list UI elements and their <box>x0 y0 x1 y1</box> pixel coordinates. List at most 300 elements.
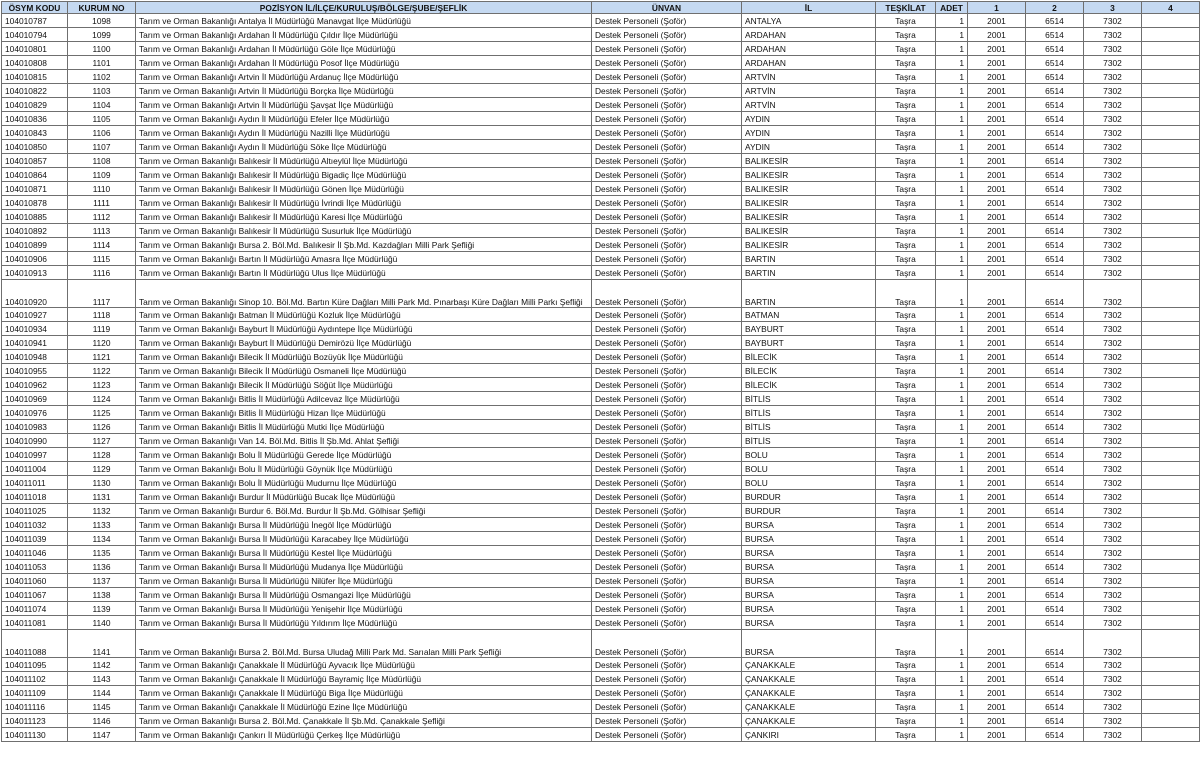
cell-adet: 1 <box>936 588 968 602</box>
cell-col-1: 2001 <box>968 168 1026 182</box>
cell-col-2: 6514 <box>1026 126 1084 140</box>
cell-col-2: 6514 <box>1026 28 1084 42</box>
cell-il: ÇANAKKALE <box>742 672 876 686</box>
cell-col-1: 2001 <box>968 84 1026 98</box>
cell-adet: 1 <box>936 378 968 392</box>
cell-teskilat: Taşra <box>876 252 936 266</box>
cell-kurum-no: 1101 <box>68 56 136 70</box>
cell-pozisyon: Tarım ve Orman Bakanlığı Aydın İl Müdürlüğü Efeler İlçe Müdürlüğü <box>136 112 592 126</box>
cell-adet: 1 <box>936 238 968 252</box>
cell-col-1: 2001 <box>968 434 1026 448</box>
cell-col-2: 6514 <box>1026 140 1084 154</box>
cell-il: BALIKESİR <box>742 196 876 210</box>
cell-unvan: Destek Personeli (Şoför) <box>592 28 742 42</box>
position-table <box>1 1 1200 742</box>
cell-il: BALIKESİR <box>742 168 876 182</box>
cell-col-4 <box>1142 70 1200 84</box>
spreadsheet <box>1 1 1200 742</box>
cell-adet: 1 <box>936 616 968 630</box>
cell-col-3: 7302 <box>1084 70 1142 84</box>
cell-il: BİTLİS <box>742 434 876 448</box>
cell-col-2: 6514 <box>1026 378 1084 392</box>
cell-unvan: Destek Personeli (Şoför) <box>592 70 742 84</box>
cell-pozisyon: Tarım ve Orman Bakanlığı Bursa İl Müdürlüğü Karacabey İlçe Müdürlüğü <box>136 532 592 546</box>
cell-col-1: 2001 <box>968 112 1026 126</box>
cell-teskilat: Taşra <box>876 70 936 84</box>
cell-col-4 <box>1142 168 1200 182</box>
cell-pozisyon: Tarım ve Orman Bakanlığı Balıkesir İl Müdürlüğü Susurluk İlçe Müdürlüğü <box>136 224 592 238</box>
cell-col-2: 6514 <box>1026 686 1084 700</box>
cell-kurum-no: 1124 <box>68 392 136 406</box>
cell-col-1: 2001 <box>968 392 1026 406</box>
cell-col-2: 6514 <box>1026 462 1084 476</box>
cell-adet: 1 <box>936 560 968 574</box>
cell-pozisyon: Tarım ve Orman Bakanlığı Burdur 6. Böl.Md. Burdur İl Şb.Md. Gölhisar Şefliği <box>136 504 592 518</box>
cell-col-1: 2001 <box>968 126 1026 140</box>
cell-adet: 1 <box>936 140 968 154</box>
cell-col-4 <box>1142 210 1200 224</box>
cell-pozisyon: Tarım ve Orman Bakanlığı Bitlis İl Müdürlüğü Adilcevaz İlçe Müdürlüğü <box>136 392 592 406</box>
cell-col-2: 6514 <box>1026 420 1084 434</box>
cell-osym-kodu: 104010794 <box>2 28 68 42</box>
cell-col-4 <box>1142 224 1200 238</box>
cell-teskilat: Taşra <box>876 602 936 616</box>
cell-adet: 1 <box>936 252 968 266</box>
cell-teskilat: Taşra <box>876 84 936 98</box>
cell-osym-kodu: 104010829 <box>2 98 68 112</box>
table-row <box>2 448 1200 462</box>
cell-il: BURSA <box>742 574 876 588</box>
cell-osym-kodu: 104011081 <box>2 616 68 630</box>
cell-kurum-no: 1140 <box>68 616 136 630</box>
cell-col-1: 2001 <box>968 308 1026 322</box>
cell-osym-kodu: 104011011 <box>2 476 68 490</box>
cell-col-3: 7302 <box>1084 168 1142 182</box>
cell-col-4 <box>1142 700 1200 714</box>
cell-osym-kodu: 104011032 <box>2 518 68 532</box>
cell-il: BOLU <box>742 448 876 462</box>
cell-col-4 <box>1142 84 1200 98</box>
cell-col-3: 7302 <box>1084 210 1142 224</box>
cell-osym-kodu: 104011123 <box>2 714 68 728</box>
cell-col-1: 2001 <box>968 588 1026 602</box>
cell-col-3: 7302 <box>1084 126 1142 140</box>
cell-adet: 1 <box>936 518 968 532</box>
cell-osym-kodu: 104010808 <box>2 56 68 70</box>
cell-col-3: 7302 <box>1084 504 1142 518</box>
cell-col-2: 6514 <box>1026 98 1084 112</box>
cell-osym-kodu: 104010997 <box>2 448 68 462</box>
cell-osym-kodu: 104011088 <box>2 630 68 658</box>
cell-kurum-no: 1099 <box>68 28 136 42</box>
table-body <box>2 14 1200 742</box>
header-adet: ADET <box>936 2 968 14</box>
cell-adet: 1 <box>936 700 968 714</box>
cell-teskilat: Taşra <box>876 658 936 672</box>
cell-col-2: 6514 <box>1026 728 1084 742</box>
cell-teskilat: Taşra <box>876 448 936 462</box>
cell-adet: 1 <box>936 336 968 350</box>
cell-col-2: 6514 <box>1026 238 1084 252</box>
cell-col-1: 2001 <box>968 56 1026 70</box>
cell-col-3: 7302 <box>1084 630 1142 658</box>
cell-pozisyon: Tarım ve Orman Bakanlığı Bayburt İl Müdürlüğü Demirözü İlçe Müdürlüğü <box>136 336 592 350</box>
cell-col-1: 2001 <box>968 70 1026 84</box>
cell-osym-kodu: 104010864 <box>2 168 68 182</box>
cell-col-2: 6514 <box>1026 252 1084 266</box>
cell-col-1: 2001 <box>968 546 1026 560</box>
cell-osym-kodu: 104010927 <box>2 308 68 322</box>
cell-unvan: Destek Personeli (Şoför) <box>592 630 742 658</box>
cell-teskilat: Taşra <box>876 210 936 224</box>
cell-pozisyon: Tarım ve Orman Bakanlığı Burdur İl Müdürlüğü Bucak İlçe Müdürlüğü <box>136 490 592 504</box>
cell-teskilat: Taşra <box>876 588 936 602</box>
cell-col-3: 7302 <box>1084 322 1142 336</box>
cell-teskilat: Taşra <box>876 462 936 476</box>
cell-col-1: 2001 <box>968 350 1026 364</box>
cell-osym-kodu: 104010843 <box>2 126 68 140</box>
cell-osym-kodu: 104010969 <box>2 392 68 406</box>
cell-adet: 1 <box>936 546 968 560</box>
cell-unvan: Destek Personeli (Şoför) <box>592 420 742 434</box>
cell-osym-kodu: 104011018 <box>2 490 68 504</box>
cell-col-3: 7302 <box>1084 196 1142 210</box>
cell-teskilat: Taşra <box>876 560 936 574</box>
cell-unvan: Destek Personeli (Şoför) <box>592 266 742 280</box>
cell-teskilat: Taşra <box>876 182 936 196</box>
table-row <box>2 182 1200 196</box>
cell-il: ARDAHAN <box>742 42 876 56</box>
cell-kurum-no: 1145 <box>68 700 136 714</box>
cell-col-3: 7302 <box>1084 238 1142 252</box>
cell-col-3: 7302 <box>1084 84 1142 98</box>
cell-unvan: Destek Personeli (Şoför) <box>592 350 742 364</box>
table-row <box>2 700 1200 714</box>
header-kurum-no: KURUM NO <box>68 2 136 14</box>
table-row <box>2 714 1200 728</box>
cell-adet: 1 <box>936 630 968 658</box>
cell-col-3: 7302 <box>1084 420 1142 434</box>
cell-il: BAYBURT <box>742 336 876 350</box>
cell-pozisyon: Tarım ve Orman Bakanlığı Artvin İl Müdürlüğü Ardanuç İlçe Müdürlüğü <box>136 70 592 84</box>
cell-kurum-no: 1122 <box>68 364 136 378</box>
cell-il: BALIKESİR <box>742 182 876 196</box>
cell-il: BURSA <box>742 630 876 658</box>
cell-osym-kodu: 104010871 <box>2 182 68 196</box>
cell-col-3: 7302 <box>1084 364 1142 378</box>
cell-unvan: Destek Personeli (Şoför) <box>592 476 742 490</box>
cell-col-2: 6514 <box>1026 210 1084 224</box>
cell-unvan: Destek Personeli (Şoför) <box>592 280 742 308</box>
table-row <box>2 630 1200 658</box>
cell-col-1: 2001 <box>968 252 1026 266</box>
cell-kurum-no: 1138 <box>68 588 136 602</box>
table-row <box>2 84 1200 98</box>
cell-col-1: 2001 <box>968 616 1026 630</box>
table-row <box>2 140 1200 154</box>
cell-pozisyon: Tarım ve Orman Bakanlığı Ardahan İl Müdürlüğü Çıldır İlçe Müdürlüğü <box>136 28 592 42</box>
cell-col-4 <box>1142 112 1200 126</box>
cell-pozisyon: Tarım ve Orman Bakanlığı Sinop 10. Böl.Md. Bartın Küre Dağları Milli Park Md. Pınarbaşı Küre Dağları Milli Parkı Şefliği <box>136 280 592 308</box>
cell-adet: 1 <box>936 266 968 280</box>
cell-adet: 1 <box>936 504 968 518</box>
cell-kurum-no: 1125 <box>68 406 136 420</box>
cell-il: BALIKESİR <box>742 238 876 252</box>
cell-pozisyon: Tarım ve Orman Bakanlığı Aydın İl Müdürlüğü Nazilli İlçe Müdürlüğü <box>136 126 592 140</box>
cell-il: BALIKESİR <box>742 224 876 238</box>
table-row <box>2 42 1200 56</box>
cell-osym-kodu: 104010976 <box>2 406 68 420</box>
cell-osym-kodu: 104011025 <box>2 504 68 518</box>
cell-unvan: Destek Personeli (Şoför) <box>592 602 742 616</box>
table-row <box>2 546 1200 560</box>
cell-pozisyon: Tarım ve Orman Bakanlığı Bilecik İl Müdürlüğü Osmaneli İlçe Müdürlüğü <box>136 364 592 378</box>
cell-osym-kodu: 104010899 <box>2 238 68 252</box>
cell-col-4 <box>1142 266 1200 280</box>
cell-adet: 1 <box>936 672 968 686</box>
cell-col-2: 6514 <box>1026 182 1084 196</box>
cell-il: AYDIN <box>742 140 876 154</box>
cell-pozisyon: Tarım ve Orman Bakanlığı Balıkesir İl Müdürlüğü İvrindi İlçe Müdürlüğü <box>136 196 592 210</box>
cell-unvan: Destek Personeli (Şoför) <box>592 406 742 420</box>
table-row <box>2 616 1200 630</box>
cell-teskilat: Taşra <box>876 518 936 532</box>
cell-col-1: 2001 <box>968 28 1026 42</box>
cell-col-1: 2001 <box>968 322 1026 336</box>
cell-teskilat: Taşra <box>876 700 936 714</box>
cell-il: ÇANAKKALE <box>742 714 876 728</box>
cell-col-2: 6514 <box>1026 364 1084 378</box>
table-row <box>2 210 1200 224</box>
cell-col-2: 6514 <box>1026 490 1084 504</box>
cell-col-1: 2001 <box>968 574 1026 588</box>
cell-col-1: 2001 <box>968 182 1026 196</box>
cell-col-2: 6514 <box>1026 406 1084 420</box>
cell-col-2: 6514 <box>1026 504 1084 518</box>
cell-col-1: 2001 <box>968 420 1026 434</box>
cell-col-2: 6514 <box>1026 630 1084 658</box>
cell-pozisyon: Tarım ve Orman Bakanlığı Çanakkale İl Müdürlüğü Ayvacık İlçe Müdürlüğü <box>136 658 592 672</box>
cell-kurum-no: 1134 <box>68 532 136 546</box>
cell-il: BALIKESİR <box>742 154 876 168</box>
cell-col-4 <box>1142 140 1200 154</box>
cell-col-3: 7302 <box>1084 448 1142 462</box>
cell-il: ÇANAKKALE <box>742 700 876 714</box>
cell-col-1: 2001 <box>968 658 1026 672</box>
cell-pozisyon: Tarım ve Orman Bakanlığı Bitlis İl Müdürlüğü Mutki İlçe Müdürlüğü <box>136 420 592 434</box>
cell-kurum-no: 1135 <box>68 546 136 560</box>
cell-pozisyon: Tarım ve Orman Bakanlığı Bolu İl Müdürlüğü Göynük İlçe Müdürlüğü <box>136 462 592 476</box>
cell-adet: 1 <box>936 182 968 196</box>
table-row <box>2 112 1200 126</box>
cell-col-1: 2001 <box>968 602 1026 616</box>
cell-pozisyon: Tarım ve Orman Bakanlığı Balıkesir İl Müdürlüğü Altıeylül İlçe Müdürlüğü <box>136 154 592 168</box>
cell-osym-kodu: 104010948 <box>2 350 68 364</box>
cell-adet: 1 <box>936 434 968 448</box>
cell-osym-kodu: 104010920 <box>2 280 68 308</box>
cell-teskilat: Taşra <box>876 42 936 56</box>
cell-osym-kodu: 104010822 <box>2 84 68 98</box>
table-row <box>2 224 1200 238</box>
cell-adet: 1 <box>936 28 968 42</box>
cell-osym-kodu: 104011053 <box>2 560 68 574</box>
cell-kurum-no: 1137 <box>68 574 136 588</box>
table-row <box>2 490 1200 504</box>
cell-col-4 <box>1142 98 1200 112</box>
cell-unvan: Destek Personeli (Şoför) <box>592 672 742 686</box>
cell-col-1: 2001 <box>968 336 1026 350</box>
cell-unvan: Destek Personeli (Şoför) <box>592 560 742 574</box>
cell-osym-kodu: 104011102 <box>2 672 68 686</box>
cell-pozisyon: Tarım ve Orman Bakanlığı Bursa 2. Böl.Md. Balıkesir İl Şb.Md. Kazdağları Milli Park Şefliği <box>136 238 592 252</box>
table-row <box>2 70 1200 84</box>
cell-unvan: Destek Personeli (Şoför) <box>592 140 742 154</box>
cell-teskilat: Taşra <box>876 532 936 546</box>
cell-col-4 <box>1142 532 1200 546</box>
cell-il: BURSA <box>742 546 876 560</box>
cell-col-4 <box>1142 252 1200 266</box>
table-row <box>2 462 1200 476</box>
cell-adet: 1 <box>936 42 968 56</box>
cell-kurum-no: 1108 <box>68 154 136 168</box>
cell-col-1: 2001 <box>968 14 1026 28</box>
cell-osym-kodu: 104011130 <box>2 728 68 742</box>
cell-unvan: Destek Personeli (Şoför) <box>592 728 742 742</box>
cell-col-1: 2001 <box>968 532 1026 546</box>
cell-col-2: 6514 <box>1026 336 1084 350</box>
cell-unvan: Destek Personeli (Şoför) <box>592 574 742 588</box>
cell-teskilat: Taşra <box>876 574 936 588</box>
cell-col-2: 6514 <box>1026 616 1084 630</box>
cell-unvan: Destek Personeli (Şoför) <box>592 56 742 70</box>
cell-unvan: Destek Personeli (Şoför) <box>592 182 742 196</box>
cell-teskilat: Taşra <box>876 322 936 336</box>
cell-col-3: 7302 <box>1084 350 1142 364</box>
cell-col-4 <box>1142 378 1200 392</box>
cell-osym-kodu: 104010955 <box>2 364 68 378</box>
cell-col-3: 7302 <box>1084 14 1142 28</box>
header-col-3: 3 <box>1084 2 1142 14</box>
cell-unvan: Destek Personeli (Şoför) <box>592 434 742 448</box>
cell-osym-kodu: 104011095 <box>2 658 68 672</box>
cell-unvan: Destek Personeli (Şoför) <box>592 224 742 238</box>
cell-kurum-no: 1123 <box>68 378 136 392</box>
cell-il: BİLECİK <box>742 364 876 378</box>
cell-teskilat: Taşra <box>876 238 936 252</box>
cell-teskilat: Taşra <box>876 14 936 28</box>
cell-unvan: Destek Personeli (Şoför) <box>592 322 742 336</box>
cell-il: BAYBURT <box>742 322 876 336</box>
cell-col-4 <box>1142 448 1200 462</box>
cell-teskilat: Taşra <box>876 196 936 210</box>
cell-col-4 <box>1142 420 1200 434</box>
cell-il: BİTLİS <box>742 392 876 406</box>
cell-kurum-no: 1118 <box>68 308 136 322</box>
cell-adet: 1 <box>936 392 968 406</box>
cell-pozisyon: Tarım ve Orman Bakanlığı Bursa İl Müdürlüğü Yıldırım İlçe Müdürlüğü <box>136 616 592 630</box>
cell-adet: 1 <box>936 322 968 336</box>
cell-unvan: Destek Personeli (Şoför) <box>592 448 742 462</box>
cell-col-2: 6514 <box>1026 112 1084 126</box>
cell-pozisyon: Tarım ve Orman Bakanlığı Van 14. Böl.Md. Bitlis İl Şb.Md. Ahlat Şefliği <box>136 434 592 448</box>
cell-pozisyon: Tarım ve Orman Bakanlığı Bursa İl Müdürlüğü Yenişehir İlçe Müdürlüğü <box>136 602 592 616</box>
cell-unvan: Destek Personeli (Şoför) <box>592 42 742 56</box>
cell-adet: 1 <box>936 154 968 168</box>
cell-kurum-no: 1114 <box>68 238 136 252</box>
cell-il: ARTVİN <box>742 84 876 98</box>
cell-col-3: 7302 <box>1084 56 1142 70</box>
cell-il: ÇANKIRI <box>742 728 876 742</box>
cell-teskilat: Taşra <box>876 336 936 350</box>
cell-col-4 <box>1142 546 1200 560</box>
cell-col-3: 7302 <box>1084 728 1142 742</box>
cell-kurum-no: 1107 <box>68 140 136 154</box>
cell-adet: 1 <box>936 308 968 322</box>
cell-adet: 1 <box>936 462 968 476</box>
cell-unvan: Destek Personeli (Şoför) <box>592 714 742 728</box>
cell-pozisyon: Tarım ve Orman Bakanlığı Balıkesir İl Müdürlüğü Karesi İlçe Müdürlüğü <box>136 210 592 224</box>
cell-il: BOLU <box>742 462 876 476</box>
table-row <box>2 686 1200 700</box>
cell-col-2: 6514 <box>1026 266 1084 280</box>
table-row <box>2 476 1200 490</box>
cell-adet: 1 <box>936 224 968 238</box>
cell-pozisyon: Tarım ve Orman Bakanlığı Bartın İl Müdürlüğü Amasra İlçe Müdürlüğü <box>136 252 592 266</box>
cell-kurum-no: 1105 <box>68 112 136 126</box>
cell-teskilat: Taşra <box>876 98 936 112</box>
cell-col-2: 6514 <box>1026 84 1084 98</box>
cell-col-4 <box>1142 56 1200 70</box>
table-row <box>2 728 1200 742</box>
cell-il: BİTLİS <box>742 420 876 434</box>
cell-col-1: 2001 <box>968 476 1026 490</box>
cell-osym-kodu: 104011039 <box>2 532 68 546</box>
cell-unvan: Destek Personeli (Şoför) <box>592 658 742 672</box>
cell-teskilat: Taşra <box>876 126 936 140</box>
table-row <box>2 602 1200 616</box>
cell-unvan: Destek Personeli (Şoför) <box>592 462 742 476</box>
cell-osym-kodu: 104011060 <box>2 574 68 588</box>
cell-teskilat: Taşra <box>876 672 936 686</box>
cell-col-4 <box>1142 336 1200 350</box>
cell-pozisyon: Tarım ve Orman Bakanlığı Ardahan İl Müdürlüğü Posof İlçe Müdürlüğü <box>136 56 592 70</box>
cell-col-1: 2001 <box>968 714 1026 728</box>
cell-col-4 <box>1142 126 1200 140</box>
cell-il: BOLU <box>742 476 876 490</box>
cell-teskilat: Taşra <box>876 714 936 728</box>
table-row <box>2 504 1200 518</box>
cell-pozisyon: Tarım ve Orman Bakanlığı Artvin İl Müdürlüğü Şavşat İlçe Müdürlüğü <box>136 98 592 112</box>
cell-teskilat: Taşra <box>876 504 936 518</box>
cell-col-2: 6514 <box>1026 392 1084 406</box>
table-row <box>2 196 1200 210</box>
cell-kurum-no: 1127 <box>68 434 136 448</box>
cell-adet: 1 <box>936 686 968 700</box>
cell-adet: 1 <box>936 574 968 588</box>
cell-col-1: 2001 <box>968 504 1026 518</box>
header-pozisyon: POZİSYON İL/İLÇE/KURULUŞ/BÖLGE/ŞUBE/ŞEFLİK <box>136 2 592 14</box>
cell-teskilat: Taşra <box>876 28 936 42</box>
cell-pozisyon: Tarım ve Orman Bakanlığı Aydın İl Müdürlüğü Söke İlçe Müdürlüğü <box>136 140 592 154</box>
table-row <box>2 28 1200 42</box>
cell-col-3: 7302 <box>1084 280 1142 308</box>
cell-col-1: 2001 <box>968 560 1026 574</box>
cell-col-1: 2001 <box>968 140 1026 154</box>
cell-col-3: 7302 <box>1084 378 1142 392</box>
cell-teskilat: Taşra <box>876 266 936 280</box>
cell-unvan: Destek Personeli (Şoför) <box>592 14 742 28</box>
cell-kurum-no: 1106 <box>68 126 136 140</box>
